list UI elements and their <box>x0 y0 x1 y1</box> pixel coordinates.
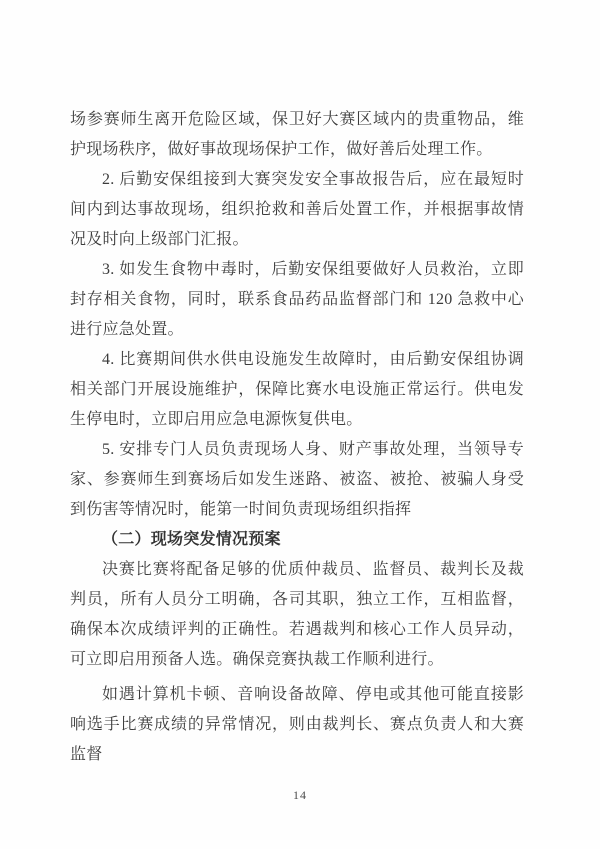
numbered-item-5: 5. 安排专门人员负责现场人身、财产事故处理，当领导专家、参赛师生到赛场后如发生迷路、被盗、被抢、被骗人身受到伤害等情况时，能第一时间负责现场组织指挥 <box>70 441 524 518</box>
section-heading-onsite-emergency-plan: （二）现场突发情况预案 <box>102 531 281 548</box>
numbered-item-2: 2. 后勤安保组接到大赛突发安全事故报告后，应在最短时间内到达事故现场，组织抢救和善后处置工作，并根据事故情况及时向上级部门汇报。 <box>70 171 524 248</box>
body-paragraph-equipment-failure: 如遇计算机卡顿、音响设备故障、停电或其他可能直接影响选手比赛成绩的异常情况，则由裁判长、赛点负责人和大赛监督 <box>70 686 524 763</box>
page-number: 14 <box>293 788 307 802</box>
body-paragraph-judges: 决赛比赛将配备足够的优质仲裁员、监督员、裁判长及裁判员，所有人员分工明确，各司其职，独立工作，互相监督，确保本次成绩评判的正确性。若遇裁判和核心工作人员异动，可立即启用预备人选。确保竞赛执裁工作顺利进行。 <box>70 561 524 668</box>
paragraph-continuation: 场参赛师生离开危险区域，保卫好大赛区域内的贵重物品，维护现场秩序，做好事故现场保护工作，做好善后处理工作。 <box>70 111 524 158</box>
numbered-item-3: 3. 如发生食物中毒时，后勤安保组要做好人员救治，立即封存相关食物，同时，联系食品药品监督部门和 120 急救中心进行应急处置。 <box>70 261 524 338</box>
document-text-block <box>70 105 524 770</box>
numbered-item-4: 4. 比赛期间供水供电设施发生故障时，由后勤安保组协调相关部门开展设施维护，保障比赛水电设施正常运行。供电发生停电时，立即启用应急电源恢复供电。 <box>70 351 524 428</box>
